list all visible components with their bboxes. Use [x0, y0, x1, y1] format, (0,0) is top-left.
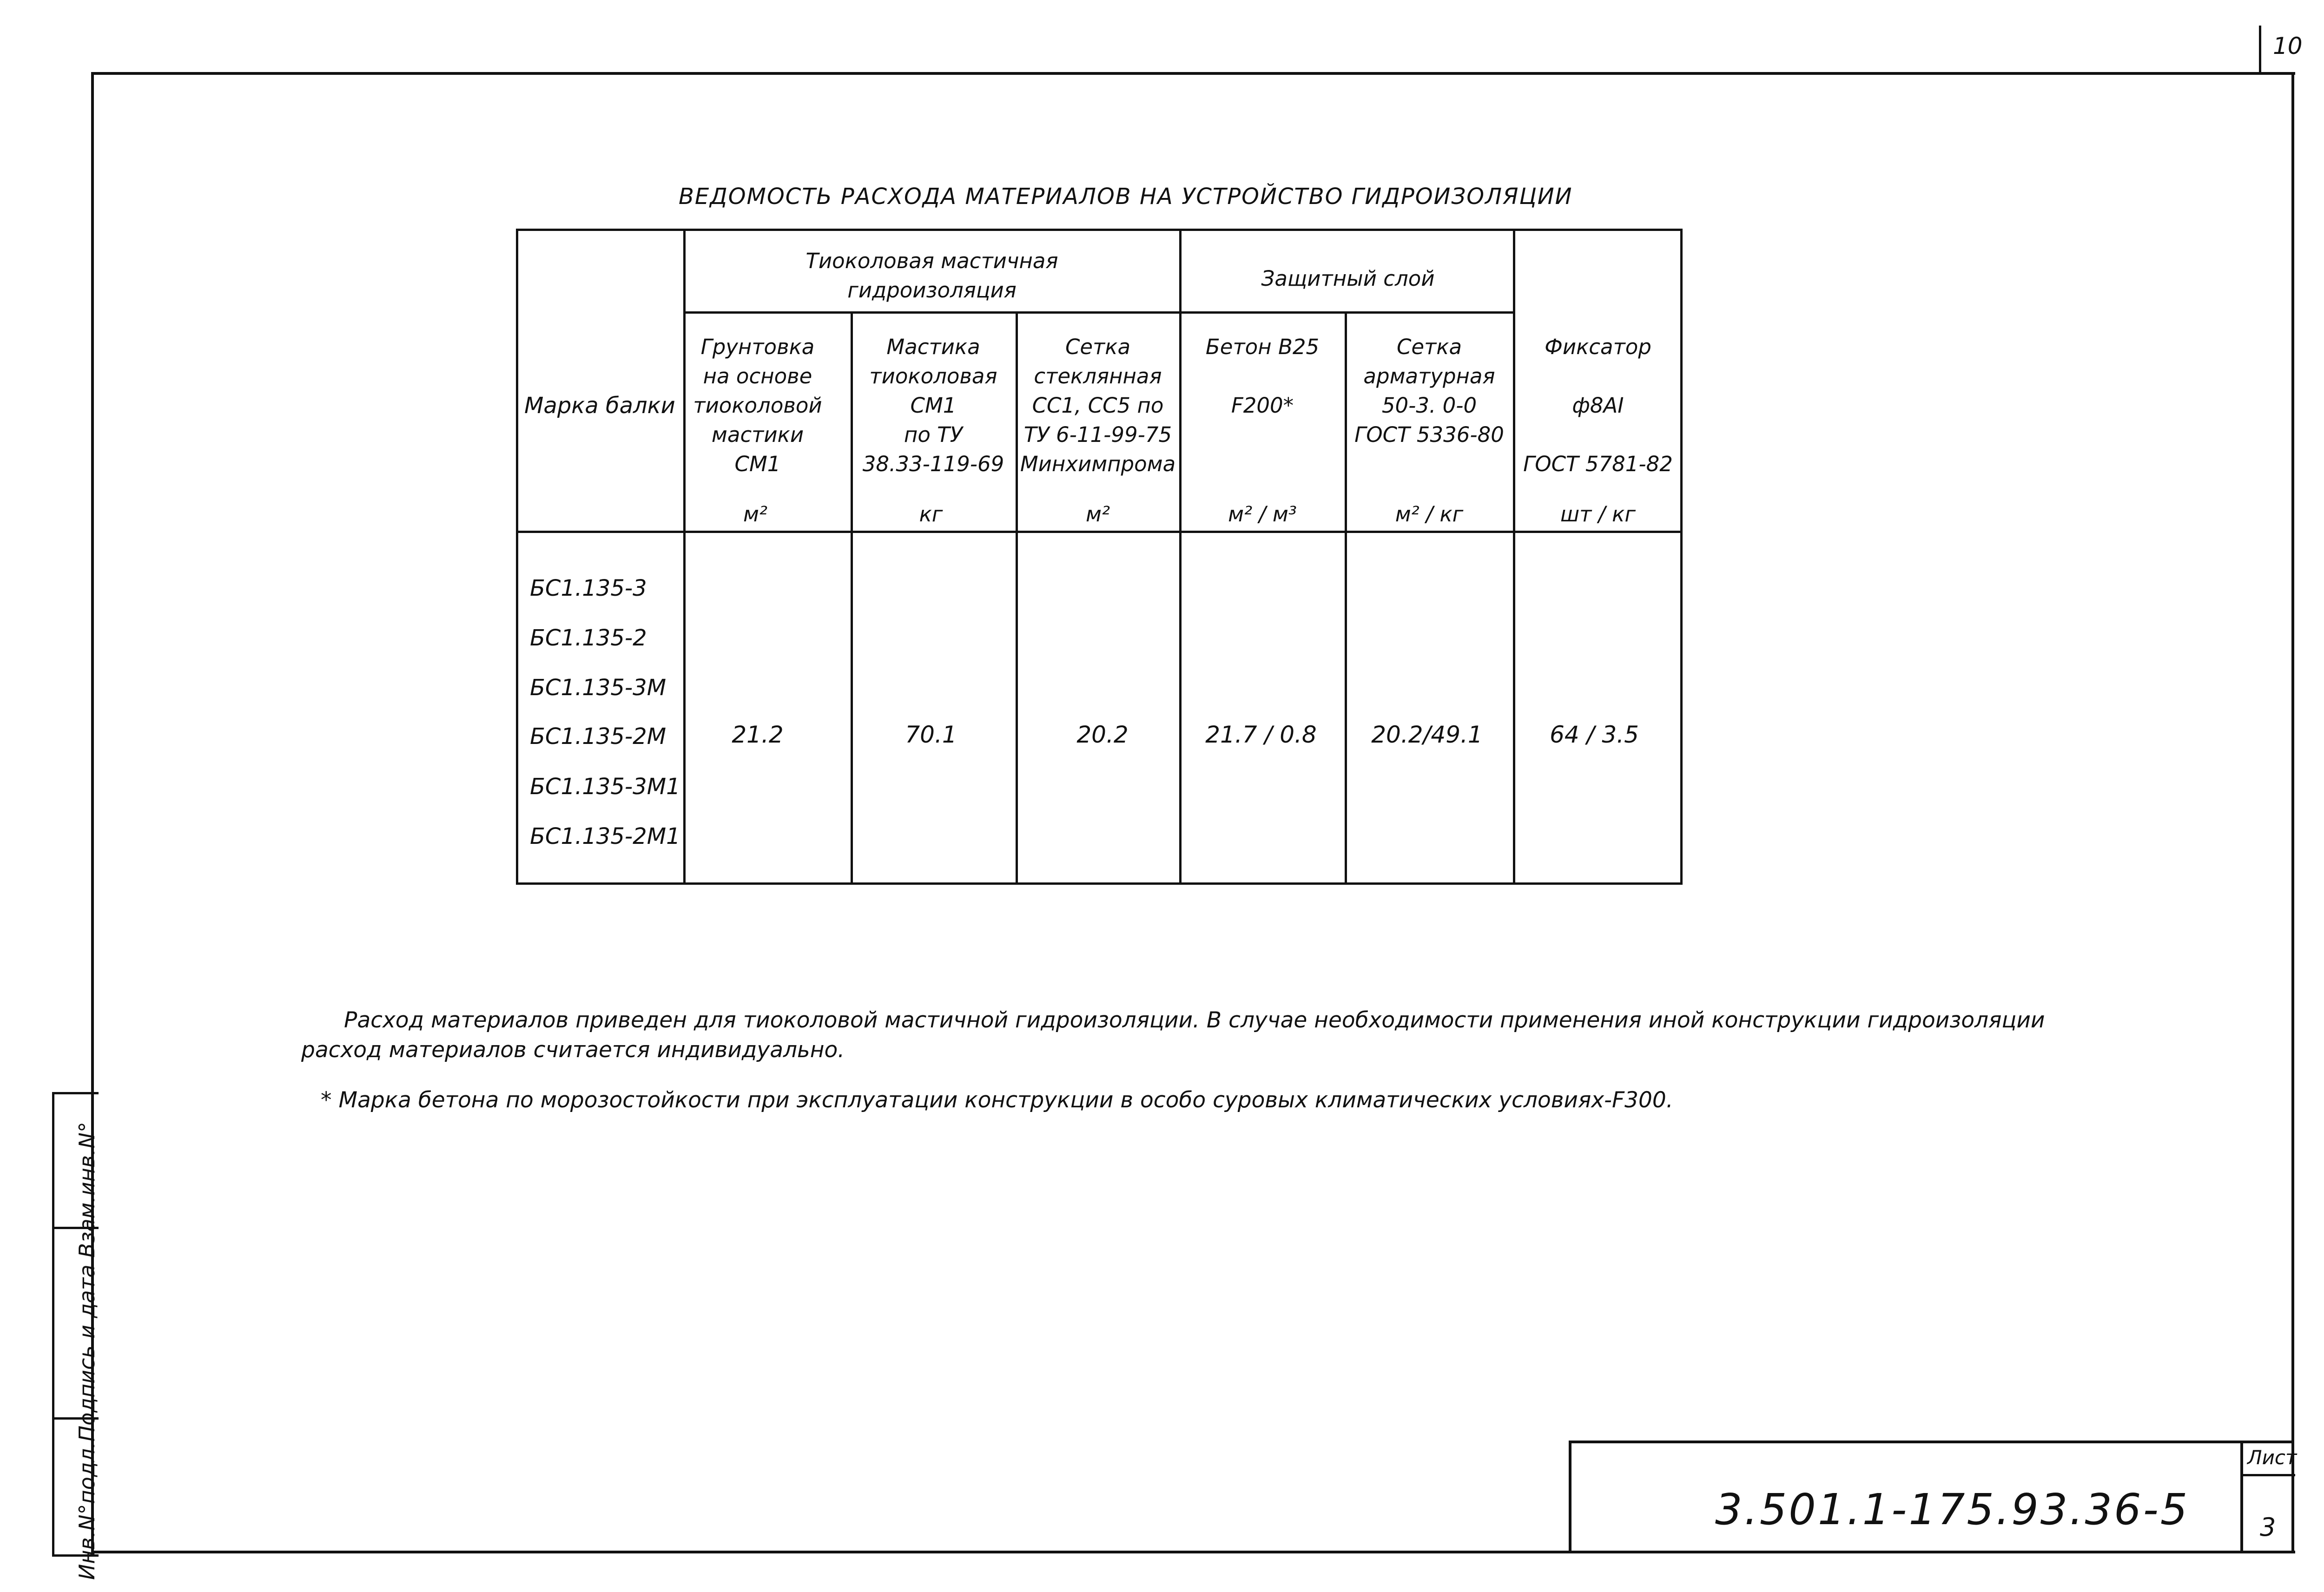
- sheet-box-divider: [2240, 1474, 2295, 1476]
- table-vline: [851, 312, 853, 885]
- drawing-frame-right: [2291, 72, 2294, 1553]
- unit-primer: м²: [743, 502, 767, 526]
- table-vline: [1179, 229, 1182, 885]
- table-vline: [1016, 312, 1018, 885]
- unit-glass-mesh: м²: [1086, 502, 1110, 526]
- table-title: ВЕДОМОСТЬ РАСХОДА МАТЕРИАЛОВ НА УСТРОЙСТВО ГИДРОИЗОЛЯЦИИ: [679, 184, 1573, 210]
- value-rebar-mesh: 20.2/49.1: [1371, 721, 1483, 748]
- stamp-label: Инв.N°подл.Подпись и дата Взам.инв.N°: [74, 1122, 99, 1580]
- table-vline: [683, 229, 686, 885]
- beam-mark: БС1.135-2: [530, 625, 647, 651]
- value-fixator: 64 / 3.5: [1550, 721, 1639, 748]
- value-glass-mesh: 20.2: [1076, 721, 1129, 748]
- beam-mark: БС1.135-2М: [530, 724, 667, 750]
- table-vline: [1513, 229, 1515, 885]
- row-header-label: Марка балки: [524, 393, 675, 419]
- table-vline: [1345, 312, 1347, 885]
- sheet-label: Лист: [2247, 1446, 2297, 1469]
- column-header-concrete: Бетон В25 F200*: [1205, 335, 1320, 418]
- unit-concrete: м² / м³: [1228, 502, 1297, 526]
- unit-rebar-mesh: м² / кг: [1395, 502, 1464, 526]
- beam-mark: БС1.135-2М1: [530, 823, 680, 849]
- column-header-mastic: Мастика тиоколовая СМ1 по ТУ 38.33-119-69: [862, 335, 1004, 476]
- value-mastic: 70.1: [905, 721, 957, 748]
- beam-mark: БС1.135-3М: [530, 675, 667, 701]
- group-header-protective: Защитный слой: [1261, 266, 1435, 291]
- unit-mastic: кг: [919, 502, 943, 526]
- beam-mark: БС1.135-3: [530, 575, 647, 601]
- note-line-1: Расход материалов приведен для тиоколовой мастичной гидроизоляции. В случае необходимости применения иной конструкции гидроизоляции: [344, 1007, 2045, 1033]
- beam-mark: БС1.135-3М1: [530, 774, 680, 800]
- page-number: 10: [2273, 33, 2303, 59]
- table-hline: [683, 311, 1515, 314]
- materials-table: [516, 229, 1683, 885]
- column-header-rebar-mesh: Сетка арматурная 50-3. 0-0 ГОСТ 5336-80: [1354, 335, 1504, 447]
- group-header-thiokol: Тиоколовая мастичная гидроизоляция: [805, 249, 1058, 303]
- column-header-fixator: Фиксатор ф8АI ГОСТ 5781-82: [1523, 335, 1673, 476]
- page-number-divider: [2259, 26, 2261, 72]
- document-code: 3.501.1-175.93.36-5: [1715, 1485, 2190, 1534]
- table-hline: [516, 531, 1683, 533]
- sheet-number: 3: [2260, 1513, 2276, 1542]
- footnote: * Марка бетона по морозостойкости при эксплуатации конструкции в особо суровых климатических условиях-F300.: [321, 1087, 1673, 1113]
- value-primer: 21.2: [732, 721, 784, 748]
- column-header-primer: Грунтовка на основе тиоколовой мастики СМ1: [693, 335, 822, 476]
- value-concrete: 21.7 / 0.8: [1205, 721, 1317, 748]
- column-header-glass-mesh: Сетка стеклянная СС1, СС5 по ТУ 6-11-99-75 Минхимпрома: [1020, 335, 1176, 476]
- note-line-2: расход материалов считается индивидуально.: [301, 1037, 845, 1063]
- unit-fixator: шт / кг: [1560, 502, 1636, 526]
